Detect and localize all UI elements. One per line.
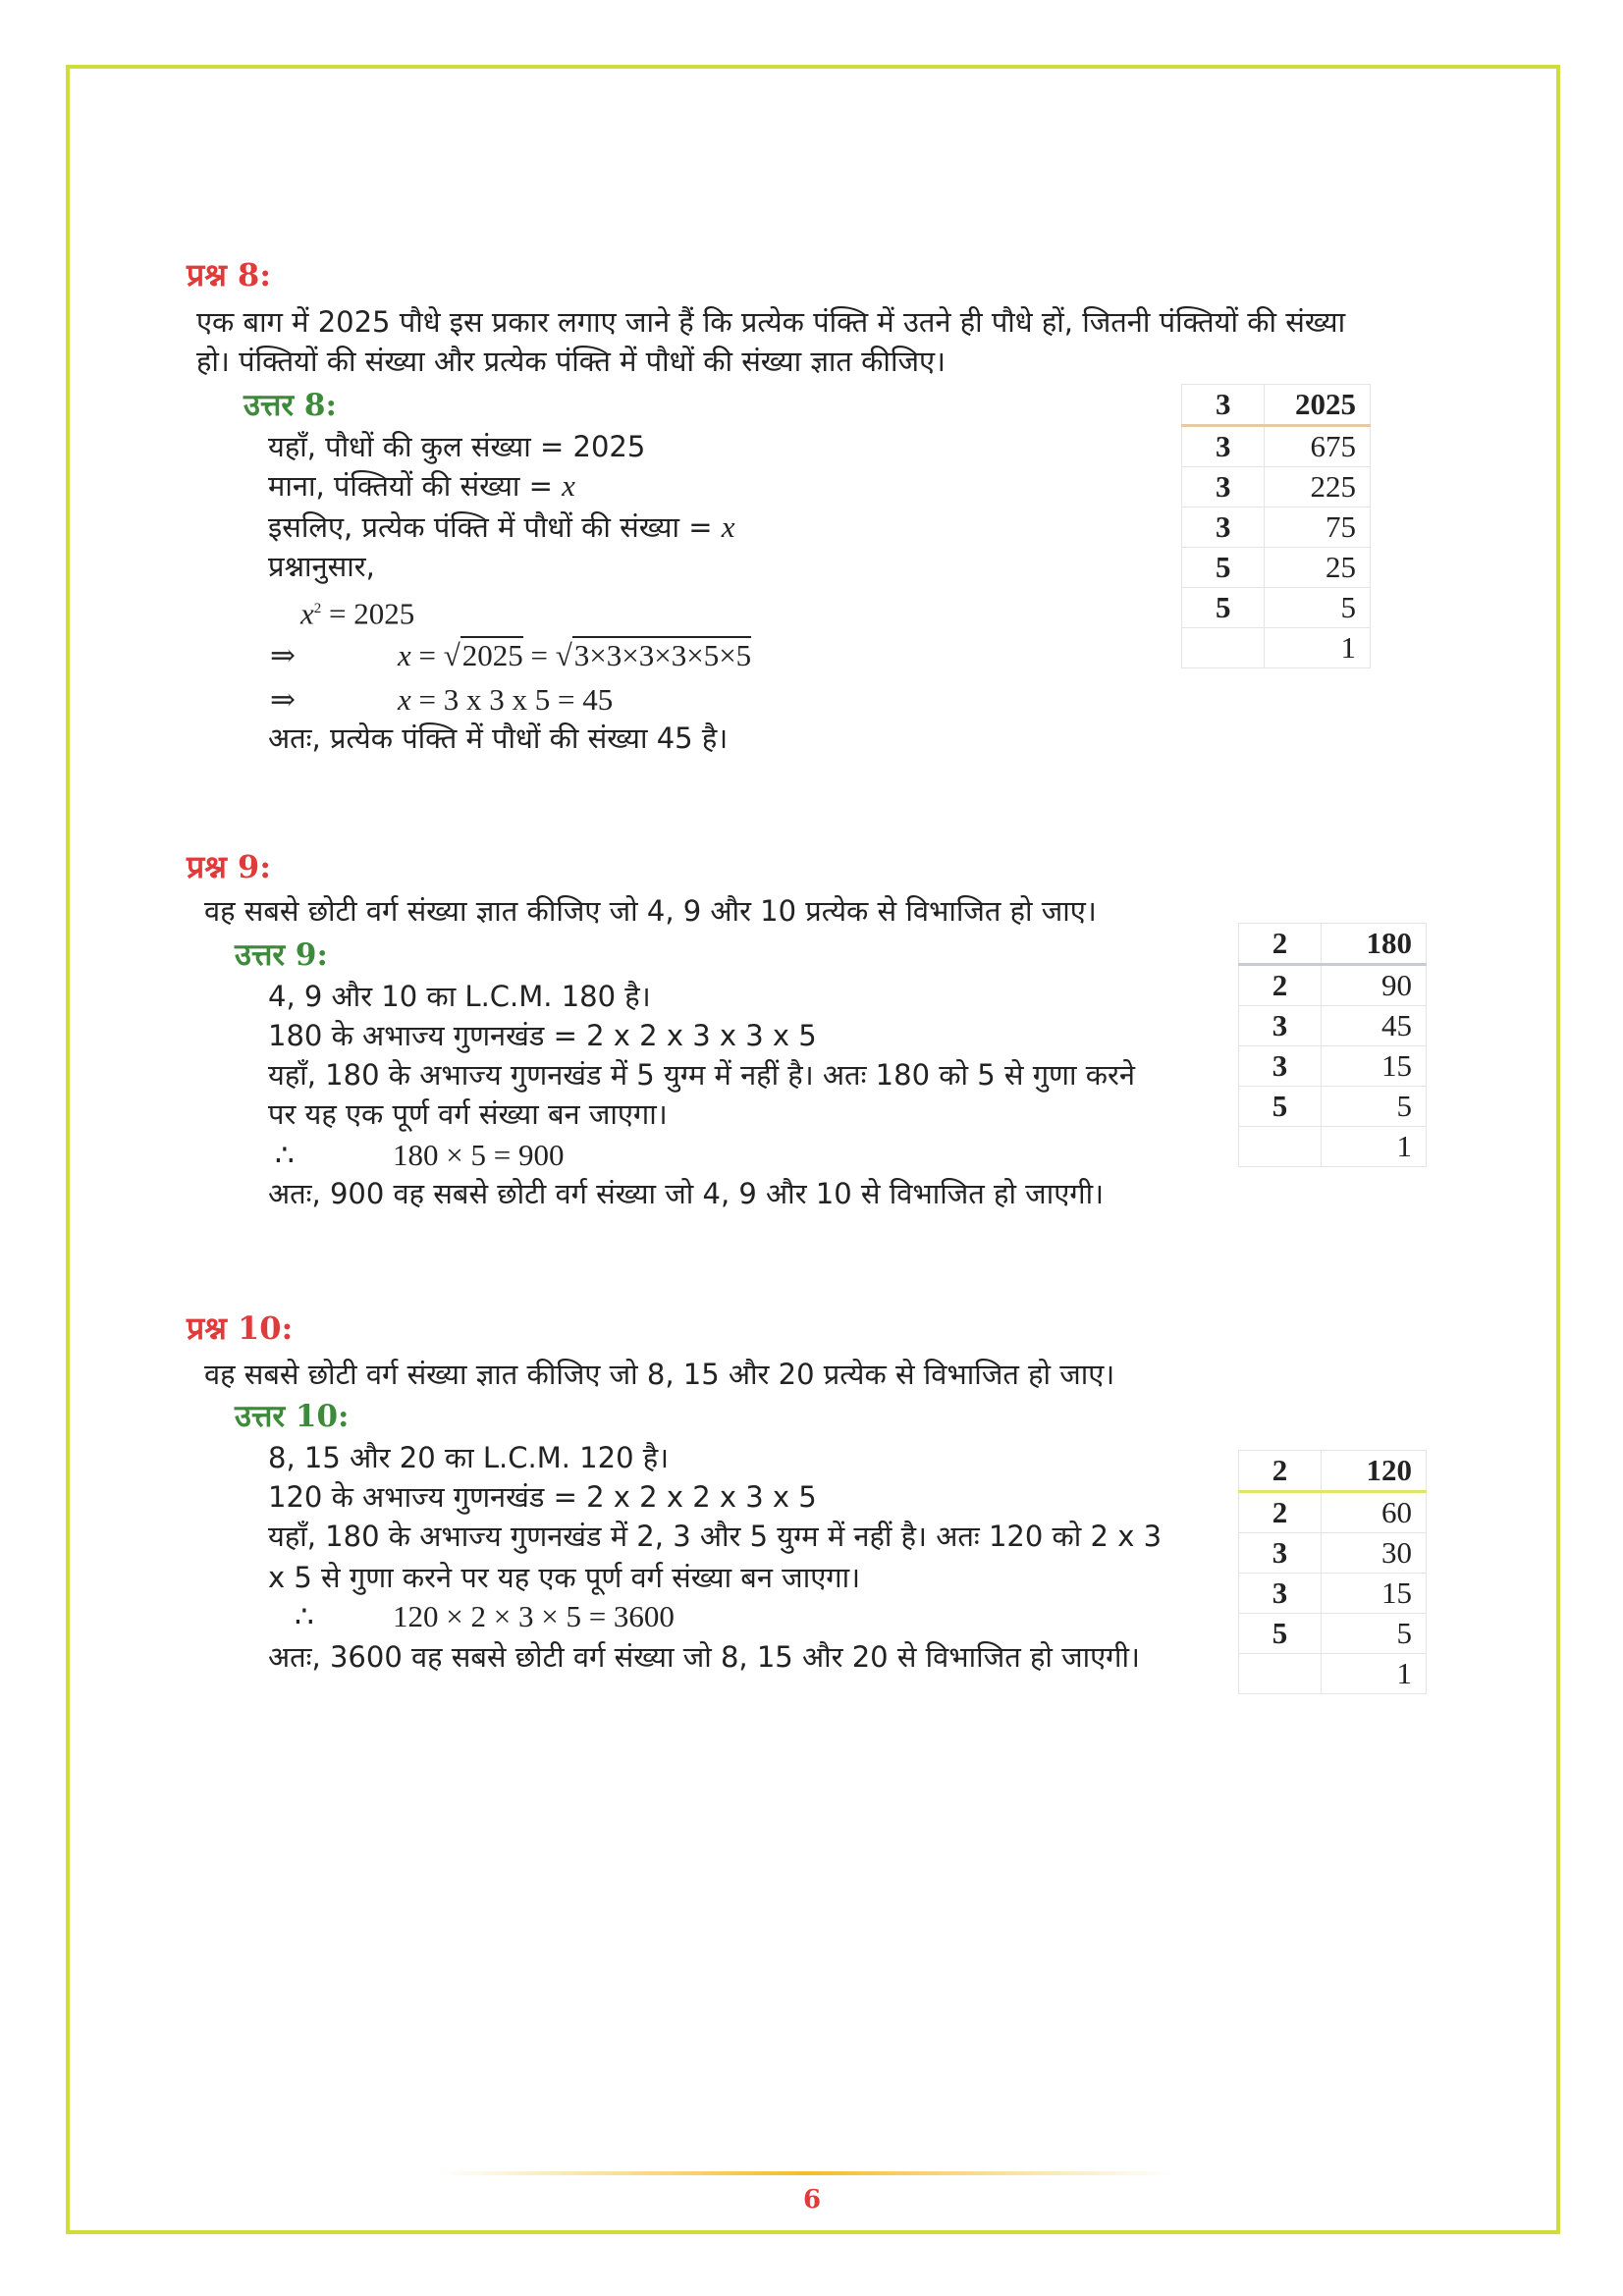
calculation: 120 × 2 × 3 × 5 = 3600 [393, 1599, 675, 1633]
factor-row [1239, 1614, 1427, 1654]
divisor-cell: 2 [1239, 1451, 1322, 1492]
equation-sqrt [398, 638, 751, 673]
quotient-cell: 5 [1265, 588, 1371, 628]
quotient-cell: 5 [1322, 1087, 1427, 1127]
divisor-cell: 5 [1182, 588, 1265, 628]
answer-line [268, 468, 575, 504]
factor-row [1239, 1654, 1427, 1694]
factor-row [1239, 1451, 1427, 1492]
factor-table-180 [1238, 923, 1427, 1167]
quotient-cell: 45 [1322, 1006, 1427, 1046]
factor-table-2025 [1181, 384, 1371, 668]
quotient-cell: 120 [1322, 1451, 1427, 1492]
answer-text: माना, पंक्तियों की संख्या = [268, 469, 563, 503]
answer-8-heading: उत्तर 8: [243, 388, 337, 423]
divisor-cell: 2 [1239, 965, 1322, 1006]
factor-row [1239, 1087, 1427, 1127]
math-var: x [398, 682, 411, 717]
answer-line [268, 509, 735, 545]
question-10-heading: प्रश्न 10: [187, 1309, 294, 1347]
radicand: 3×3×3×3×5×5 [573, 638, 752, 672]
exponent: 2 [313, 601, 322, 616]
factor-row [1239, 1533, 1427, 1574]
quotient-cell: 1 [1265, 628, 1371, 668]
implies-symbol: ⇒ [270, 682, 296, 717]
answer-line: 4, 9 और 10 का L.C.M. 180 है। [268, 980, 651, 1013]
math-var: x [721, 509, 735, 544]
sqrt-sign: = √ [522, 638, 572, 672]
question-9-heading: प्रश्न 9: [187, 848, 272, 885]
quotient-cell: 75 [1265, 507, 1371, 548]
divisor-cell [1239, 1654, 1322, 1694]
divisor-cell: 5 [1239, 1614, 1322, 1654]
divisor-cell: 3 [1182, 507, 1265, 548]
factor-row [1239, 1006, 1427, 1046]
divisor-cell: 3 [1239, 1533, 1322, 1574]
quotient-cell: 225 [1265, 467, 1371, 507]
answer-line: पर यह एक पूर्ण वर्ग संख्या बन जाएगा। [268, 1097, 668, 1131]
quotient-cell: 60 [1322, 1492, 1427, 1533]
calculation: 180 × 5 = 900 [393, 1138, 565, 1172]
quotient-cell: 1 [1322, 1127, 1427, 1167]
factor-row [1239, 1492, 1427, 1533]
quotient-cell: 30 [1322, 1533, 1427, 1574]
divisor-cell: 2 [1239, 1492, 1322, 1533]
factor-row [1182, 628, 1371, 668]
math-var: x [562, 468, 575, 503]
answer-line: यहाँ, 180 के अभाज्य गुणनखंड में 5 युग्म में नहीं है। अतः 180 को 5 से गुणा करने [268, 1058, 1135, 1092]
factor-row [1239, 1574, 1427, 1614]
answer-conclusion: अतः, प्रत्येक पंक्ति में पौधों की संख्या 45 है। [268, 721, 729, 755]
answer-line: प्रश्नानुसार, [268, 550, 375, 583]
footer-divider [440, 2171, 1172, 2175]
quotient-cell: 180 [1322, 924, 1427, 965]
equation-rhs: = 3 x 3 x 5 = 45 [410, 682, 614, 717]
sqrt-sign: = √ [410, 638, 460, 672]
divisor-cell: 2 [1239, 924, 1322, 965]
factor-row [1239, 1127, 1427, 1167]
radicand: 2025 [461, 638, 523, 672]
answer-9-heading: उत्तर 9: [235, 937, 328, 973]
divisor-cell: 5 [1239, 1087, 1322, 1127]
divisor-cell: 3 [1239, 1006, 1322, 1046]
divisor-cell: 3 [1239, 1574, 1322, 1614]
divisor-cell: 3 [1239, 1046, 1322, 1087]
divisor-cell [1182, 628, 1265, 668]
question-8-heading: प्रश्न 8: [187, 256, 272, 294]
answer-10-heading: उत्तर 10: [235, 1399, 350, 1434]
math-var: x [300, 596, 314, 631]
equation-rhs: = 2025 [321, 596, 415, 631]
answer-line: x 5 से गुणा करने पर यह एक पूर्ण वर्ग संख्या बन जाएगा। [268, 1561, 861, 1594]
divisor-cell [1239, 1127, 1322, 1167]
factor-row [1239, 965, 1427, 1006]
divisor-cell: 3 [1182, 426, 1265, 467]
quotient-cell: 5 [1322, 1614, 1427, 1654]
quotient-cell: 15 [1322, 1046, 1427, 1087]
equation-result [398, 682, 613, 718]
question-8-text-line: हो। पंक्तियों की संख्या और प्रत्येक पंक्ति में पौधों की संख्या ज्ञात कीजिए। [196, 345, 947, 378]
answer-text: इसलिए, प्रत्येक पंक्ति में पौधों की संख्या = [268, 510, 722, 544]
math-var: x [398, 638, 411, 672]
factor-row [1239, 1046, 1427, 1087]
question-9-text: वह सबसे छोटी वर्ग संख्या ज्ञात कीजिए जो 4, 9 और 10 प्रत्येक से विभाजित हो जाए। [204, 894, 1097, 928]
factor-table-120 [1238, 1450, 1427, 1694]
answer-line: 120 के अभाज्य गुणनखंड = 2 x 2 x 2 x 3 x 5 [268, 1480, 817, 1514]
answer-line: यहाँ, 180 के अभाज्य गुणनखंड में 2, 3 और 5 युग्म में नहीं है। अतः 120 को 2 x 3 [268, 1520, 1163, 1553]
divisor-cell: 3 [1182, 467, 1265, 507]
therefore-symbol: ∴ [295, 1599, 314, 1633]
factor-row [1182, 507, 1371, 548]
quotient-cell: 90 [1322, 965, 1427, 1006]
factor-row [1182, 548, 1371, 588]
answer-conclusion: अतः, 900 वह सबसे छोटी वर्ग संख्या जो 4, 9 और 10 से विभाजित हो जाएगी। [268, 1177, 1105, 1210]
quotient-cell: 25 [1265, 548, 1371, 588]
divisor-cell: 3 [1182, 385, 1265, 426]
factor-row [1182, 426, 1371, 467]
answer-line: 180 के अभाज्य गुणनखंड = 2 x 2 x 3 x 3 x 5 [268, 1019, 817, 1052]
quotient-cell: 675 [1265, 426, 1371, 467]
divisor-cell: 5 [1182, 548, 1265, 588]
question-8-text-line: एक बाग में 2025 पौधे इस प्रकार लगाए जाने हैं कि प्रत्येक पंक्ति में उतने ही पौधे हों, जितनी पंक्तियों की संख्या [196, 305, 1346, 339]
implies-symbol: ⇒ [270, 638, 296, 672]
factor-row [1182, 385, 1371, 426]
answer-line: 8, 15 और 20 का L.C.M. 120 है। [268, 1441, 670, 1474]
quotient-cell: 15 [1322, 1574, 1427, 1614]
quotient-cell: 2025 [1265, 385, 1371, 426]
page-number: 6 [803, 2185, 822, 2215]
factor-row [1182, 467, 1371, 507]
factor-row [1182, 588, 1371, 628]
answer-conclusion: अतः, 3600 वह सबसे छोटी वर्ग संख्या जो 8, 15 और 20 से विभाजित हो जाएगी। [268, 1640, 1140, 1674]
equation-x-squared [300, 591, 414, 631]
question-10-text: वह सबसे छोटी वर्ग संख्या ज्ञात कीजिए जो 8, 15 और 20 प्रत्येक से विभाजित हो जाए। [204, 1358, 1115, 1391]
factor-row [1239, 924, 1427, 965]
therefore-symbol: ∴ [275, 1138, 295, 1172]
answer-line: यहाँ, पौधों की कुल संख्या = 2025 [268, 430, 646, 463]
quotient-cell: 1 [1322, 1654, 1427, 1694]
